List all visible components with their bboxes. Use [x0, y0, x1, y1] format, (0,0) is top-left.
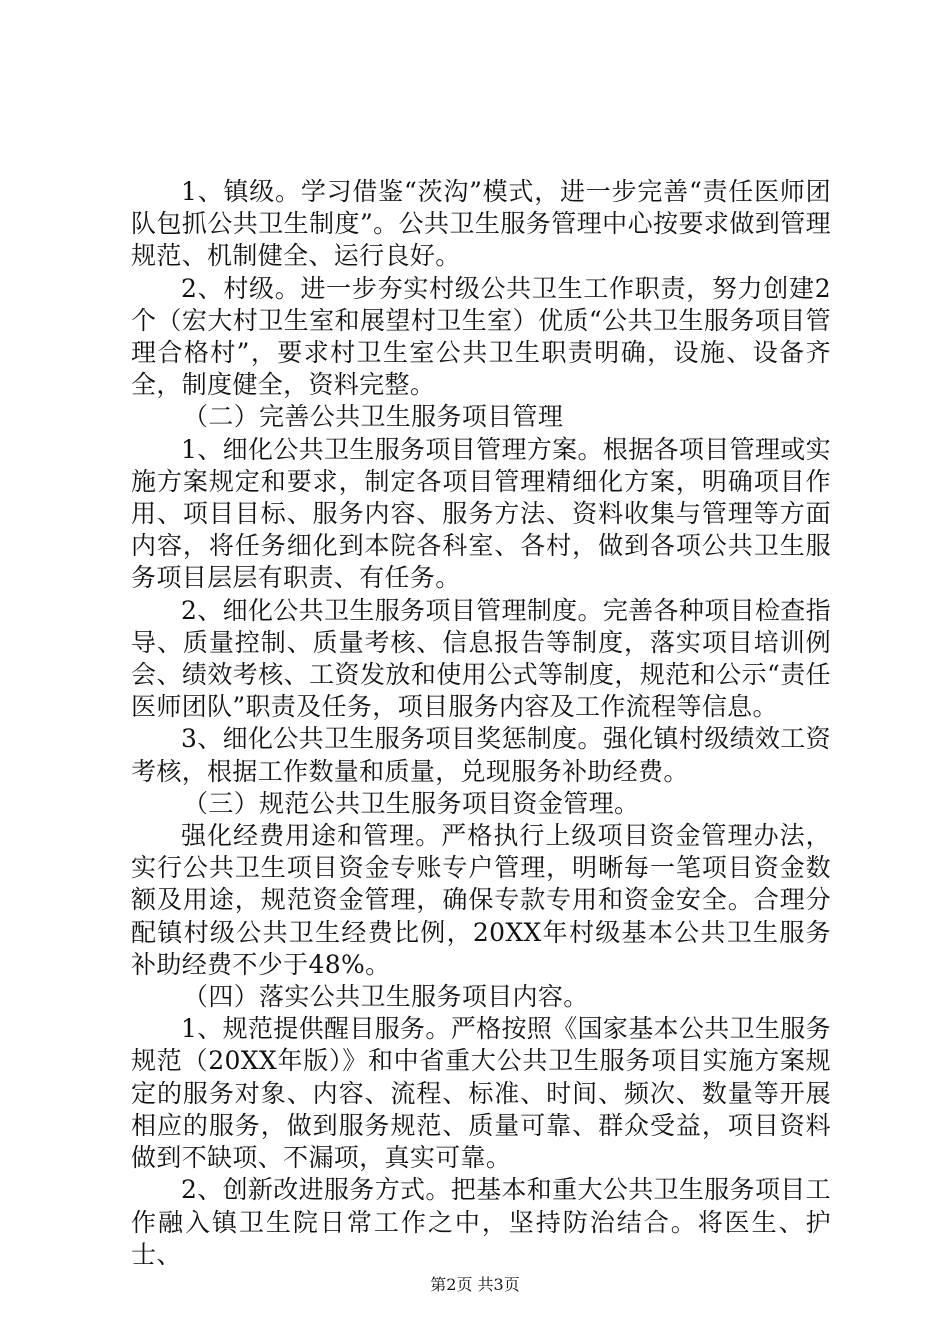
paragraph-service-innovation: 2、创新改进服务方式。把基本和重大公共卫生服务项目工作融入镇卫生院日常工作之中，坚持防治结合。将医生、护士、 [131, 1175, 832, 1269]
section-heading-4: （四）落实公共卫生服务项目内容。 [183, 982, 589, 1012]
paragraph-village-level: 2、村级。进一步夯实村级公共卫生工作职责，努力创建2个（宏大村卫生室和展望村卫生室）优质“公共卫生服务项目管理合格村”，要求村卫生室公共卫生职责明确，设施、设备齐全，制度健全，资料完整。 [131, 273, 831, 400]
paragraph-management-system: 2、细化公共卫生服务项目管理制度。完善各种项目检查指导、质量控制、质量考核、信息报告等制度，落实项目培训例会、绩效考核、工资发放和使用公式等制度，规范和公示“责任医师团队”职责及任务，项目服务内容及工作流程等信息。 [131, 595, 832, 722]
paragraph-reward-punishment: 3、细化公共卫生服务项目奖惩制度。强化镇村级绩效工资考核，根据工作数量和质量，兑现服务补助经费。 [131, 724, 832, 786]
page-footer: 第2页 共3页 [430, 1275, 520, 1294]
paragraph-funds-management: 强化经费用途和管理。严格执行上级项目资金管理办法，实行公共卫生项目资金专账专户管理，明晰每一笔项目资金数额及用途，规范资金管理，确保专款专用和资金安全。合理分配镇村级公共卫生经费比例，20XX年村级基本公共卫生服务补助经费不少于48%。 [131, 821, 831, 979]
paragraph-management-plan: 1、细化公共卫生服务项目管理方案。根据各项目管理或实施方案规定和要求，制定各项目管理精细化方案，明确项目作用、项目目标、服务内容、服务方法、资料收集与管理等方面内容，将任务细化到本院各科室、各村，做到各项公共卫生服务项目层层有职责、有任务。 [131, 434, 832, 593]
document-body [131, 176, 831, 1271]
paragraph-service-standards: 1、规范提供醒目服务。严格按照《国家基本公共卫生服务规范（20XX年版）》和中省重大公共卫生服务项目实施方案规定的服务对象、内容、流程、标准、时间、频次、数量等开展相应的服务，做到服务规范、质量可靠、群众受益，项目资料做到不缺项、不漏项，真实可靠。 [131, 1014, 832, 1173]
paragraph-town-level: 1、镇级。学习借鉴“茨沟”模式，进一步完善“责任医师团队包抓公共卫生制度”。公共卫生服务管理中心按要求做到管理规范、机制健全、运行良好。 [131, 177, 831, 271]
section-heading-3: （三）规范公共卫生服务项目资金管理。 [183, 788, 640, 818]
section-heading-2: （二）完善公共卫生服务项目管理 [183, 402, 564, 432]
